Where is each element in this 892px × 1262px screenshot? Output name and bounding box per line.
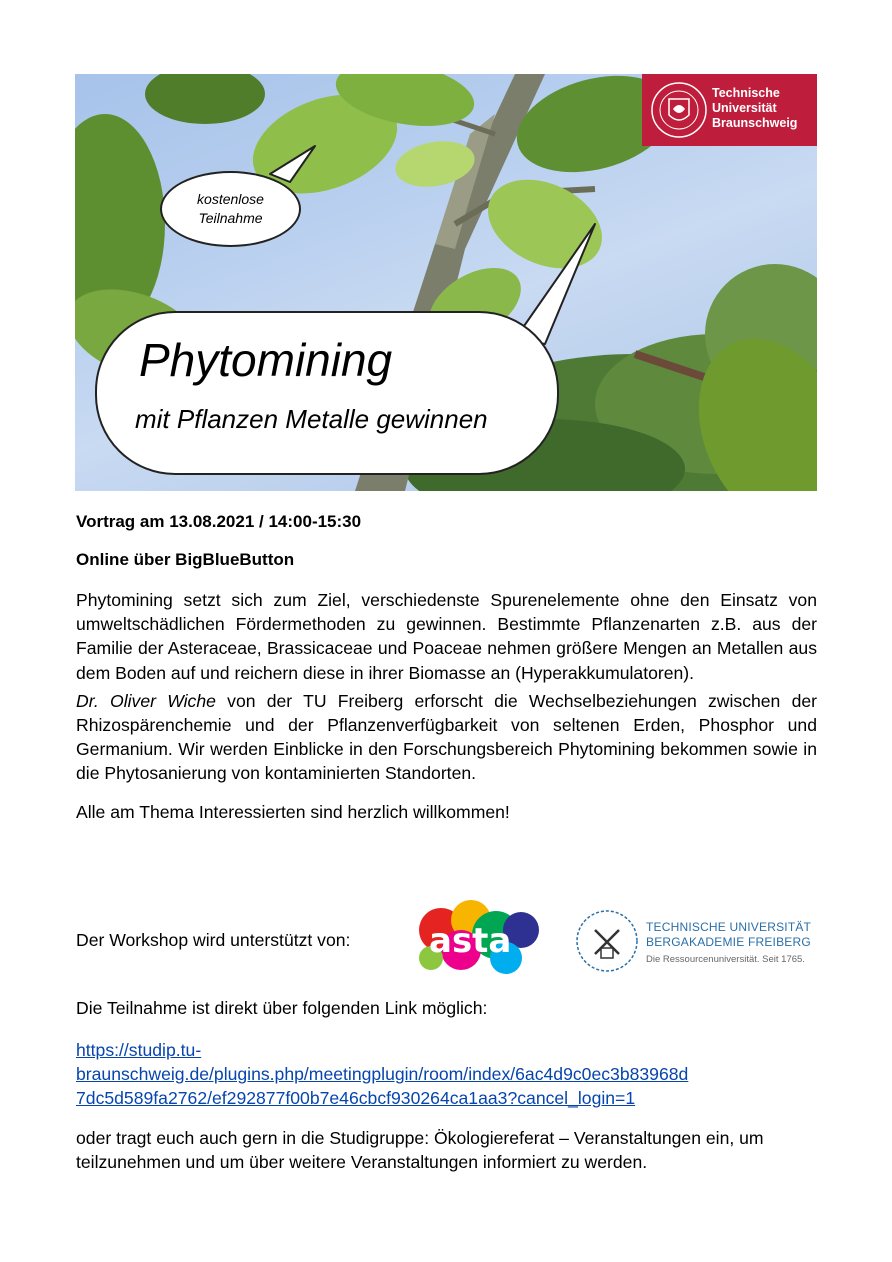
link-section bbox=[76, 996, 817, 1110]
bubble-line-2: Teilnahme bbox=[198, 210, 263, 226]
speaker-name: Dr. Oliver Wiche bbox=[76, 690, 216, 711]
supporters-row bbox=[76, 900, 817, 980]
main-content bbox=[76, 510, 817, 824]
tu-freiberg-logo bbox=[571, 906, 821, 976]
asta-splash-icon bbox=[411, 900, 546, 980]
free-participation-bubble bbox=[160, 171, 301, 247]
title-bubble bbox=[95, 311, 559, 475]
hero-image bbox=[75, 74, 817, 491]
meeting-link-line-2: braunschweig.de/plugins.php/meetingplugin/room/index/6ac4d9c0ec3b83968d bbox=[76, 1064, 689, 1084]
tu-freiberg-seal-icon bbox=[571, 906, 643, 976]
tub-logo-text: Technische Universität Braunschweig bbox=[712, 86, 798, 130]
tu-freiberg-name: TECHNISCHE UNIVERSITÄT BERGAKADEMIE FREIBERG bbox=[646, 920, 812, 949]
asta-logo bbox=[411, 900, 546, 980]
tu-freiberg-slogan: Die Ressourcenuniversität. Seit 1765. bbox=[646, 954, 805, 965]
asta-text: asta bbox=[429, 921, 512, 961]
page-subtitle: mit Pflanzen Metalle gewinnen bbox=[135, 404, 488, 434]
link-intro: Die Teilnahme ist direkt über folgenden Link möglich: bbox=[76, 998, 488, 1018]
speaker-text: von der TU Freiberg erforscht die Wechselbeziehungen zwischen der Rhizospärenchemie und der Pflanzenverfügbarkeit von seltenen Erden, Phosphor und Germanium. Wir werden Einblicke in den Forschungsbereich Phytomining bekommen sowie in die Phytosanierung von kontaminierten Standorten. bbox=[76, 690, 817, 784]
studigroup-note: oder tragt euch auch gern in die Studigruppe: Ökologiereferat – Veranstaltungen ein, um teilzunehmen und um über weitere Veranstaltungen informiert zu werden. bbox=[76, 1128, 764, 1172]
welcome-text: Alle am Thema Interessierten sind herzlich willkommen! bbox=[76, 801, 510, 822]
supporters-label: Der Workshop wird unterstützt von: bbox=[76, 930, 351, 950]
meeting-link-line-1: https://studip.tu- bbox=[76, 1040, 202, 1060]
event-platform: Online über BigBlueButton bbox=[76, 550, 295, 569]
description-paragraph: Phytomining setzt sich zum Ziel, verschiedenste Spurenelemente ohne den Einsatz von umweltschädlichen Fördermethoden zu gewinnen. Bestimmte Pflanzenarten z.B. aus der Familie der Asteraceae, Brassicaceae und Poaceae nehmen größere Mengen an Metallen aus dem Boden auf und reichern diese in ihrer Biomasse an (Hyperakkumulatoren). bbox=[76, 590, 817, 683]
page-title: Phytomining bbox=[139, 334, 393, 386]
event-date: Vortrag am 13.08.2021 / 14:00-15:30 bbox=[76, 512, 362, 531]
meeting-link[interactable] bbox=[76, 1040, 688, 1108]
speaker-paragraph bbox=[76, 689, 817, 786]
meeting-link-line-3: 7dc5d589fa2762/ef292877f00b7e46cbcf930264ca1aa3?cancel_login=1 bbox=[76, 1088, 636, 1108]
bubble-line-1: kostenlose bbox=[197, 191, 264, 207]
